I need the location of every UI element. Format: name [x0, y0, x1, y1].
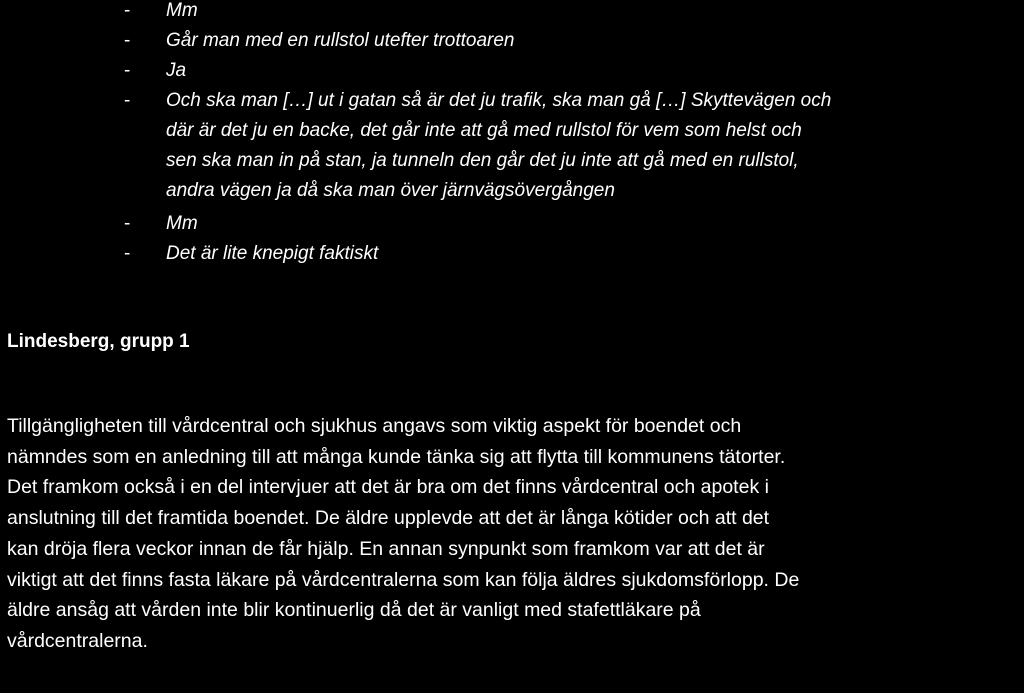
paragraph-line: Det framkom också i en del intervjuer att det är bra om det finns vårdcentral och apotek i	[7, 476, 769, 499]
dialogue-line: andra vägen ja då ska man över järnvägsövergången	[166, 180, 615, 201]
paragraph-line: anslutning till det framtida boendet. De äldre upplevde att det är långa kötider och att det	[7, 507, 770, 530]
interview-dialogue-list	[0, 0, 1024, 269]
dialogue-item	[0, 209, 1024, 239]
body-paragraph	[7, 411, 1024, 657]
dialogue-item	[0, 26, 1024, 56]
dialogue-item	[0, 56, 1024, 86]
dialogue-line: Mm	[166, 0, 198, 21]
dialogue-line: Går man med en rullstol utefter trottoaren	[166, 30, 515, 51]
paragraph-line: nämndes som en anledning till att många kunde tänka sig att flytta till kommunens tätorter.	[7, 445, 786, 468]
dialogue-line: Mm	[166, 213, 198, 234]
dialogue-dash: -	[124, 213, 131, 234]
dialogue-item	[0, 86, 1024, 206]
paragraph-line: viktigt att det finns fasta läkare på vårdcentralerna som kan följa äldres sjukdomsförlopp. De	[7, 568, 800, 591]
dialogue-item	[0, 239, 1024, 269]
dialogue-line: Det är lite knepigt faktiskt	[166, 243, 379, 264]
dialogue-dash: -	[124, 90, 131, 111]
dialogue-dash: -	[124, 0, 131, 21]
dialogue-line: Ja	[166, 60, 187, 81]
dialogue-line: sen ska man in på stan, ja tunneln den går det ju inte att gå med en rullstol,	[166, 150, 799, 171]
dialogue-dash: -	[124, 30, 131, 51]
dialogue-item	[0, 0, 1024, 26]
dialogue-dash: -	[124, 60, 131, 81]
paragraph-line: äldre ansåg att vården inte blir kontinuerlig då det är vanligt med stafettläkare på	[7, 599, 701, 622]
paragraph-line: kan dröja flera veckor innan de får hjälp. En annan synpunkt som framkom var att det är	[7, 537, 765, 560]
section-heading: Lindesberg, grupp 1	[7, 331, 190, 352]
dialogue-line: där är det ju en backe, det går inte att gå med rullstol för vem som helst och	[166, 120, 802, 141]
dialogue-line: Och ska man […] ut i gatan så är det ju trafik, ska man gå […] Skyttevägen och	[166, 90, 832, 111]
dialogue-dash: -	[124, 243, 131, 264]
paragraph-line: Tillgängligheten till vårdcentral och sjukhus angavs som viktig aspekt för boendet och	[7, 415, 742, 437]
paragraph-line: vårdcentralerna.	[7, 629, 148, 652]
